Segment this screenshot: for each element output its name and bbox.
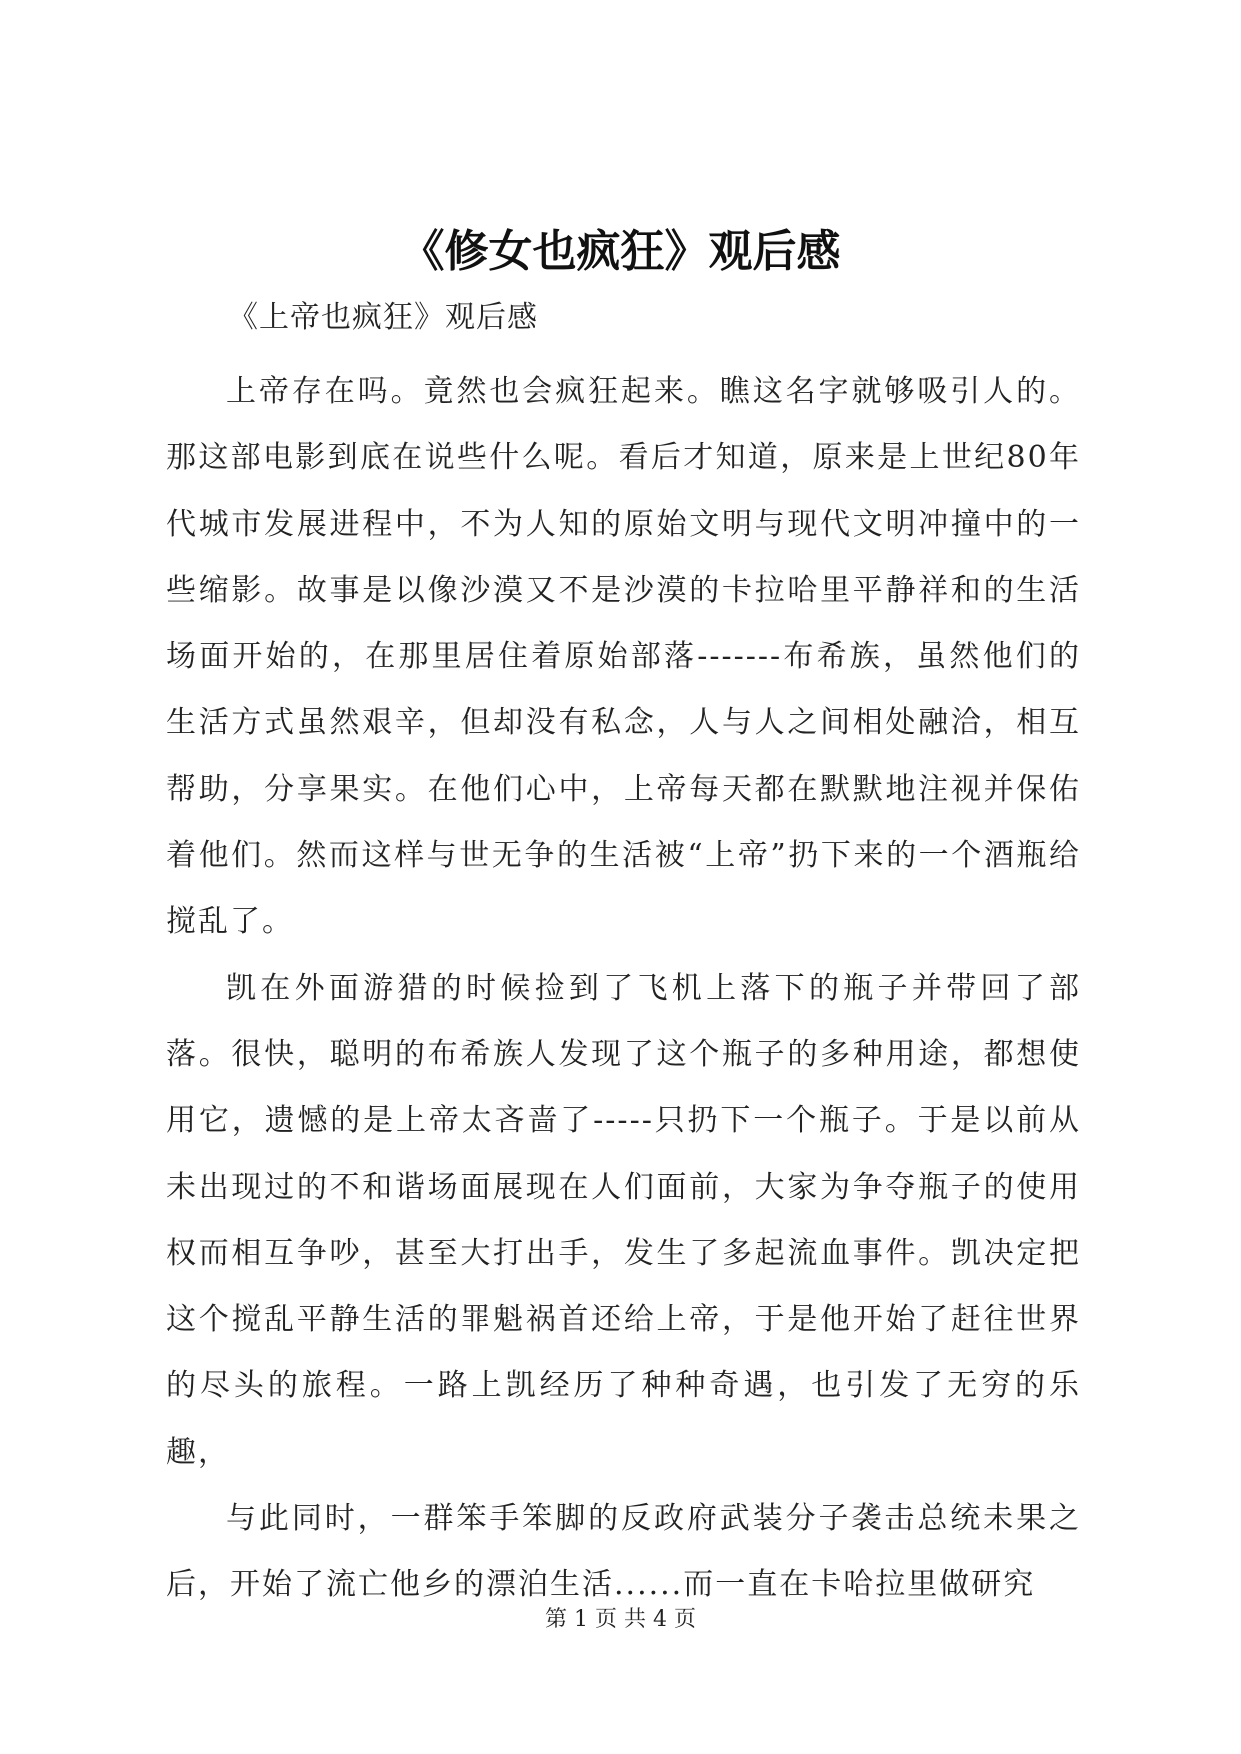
paragraph-2: 凯在外面游猎的时候捡到了飞机上落下的瓶子并带回了部落。很快，聪明的布希族人发现了这个瓶子的多种用途，都想使用它，遗憾的是上帝太吝啬了-----只扔下一个瓶子。于是以前从未出现过的不和谐场面展现在人们面前，大家为争夺瓶子的使用权而相互争吵，甚至大打出手，发生了多起流血事件。凯决定把这个搅乱平静生活的罪魁祸首还给上帝，于是他开始了赶往世界的尽头的旅程。一路上凯经历了种种奇遇，也引发了无穷的乐趣， xyxy=(166,970,1081,1470)
paragraph-3: 与此同时，一群笨手笨脚的反政府武装分子袭击总统未果之后，开始了流亡他乡的漂泊生活......而一直在卡哈拉里做研究 xyxy=(166,1501,1081,1603)
page-number-footer: 第 1 页 共 4 页 xyxy=(545,1607,696,1632)
paragraph-1: 上帝存在吗。竟然也会疯狂起来。瞧这名字就够吸引人的。那这部电影到底在说些什么呢。看后才知道，原来是上世纪80年代城市发展进程中，不为人知的原始文明与现代文明冲撞中的一些缩影。故事是以像沙漠又不是沙漠的卡拉哈里平静祥和的生活场面开始的，在那里居住着原始部落-------布希族，虽然他们的生活方式虽然艰辛，但却没有私念，人与人之间相处融洽，相互帮助，分享果实。在他们心中，上帝每天都在默默地注视并保佑着他们。然而这样与世无争的生活被“上帝”扔下来的一个酒瓶给搅乱了。 xyxy=(166,374,1081,940)
document-title: 《修女也疯狂》观后感 xyxy=(400,226,841,277)
document-body xyxy=(166,359,1081,1619)
document-subtitle: 《上帝也疯狂》观后感 xyxy=(228,300,538,335)
